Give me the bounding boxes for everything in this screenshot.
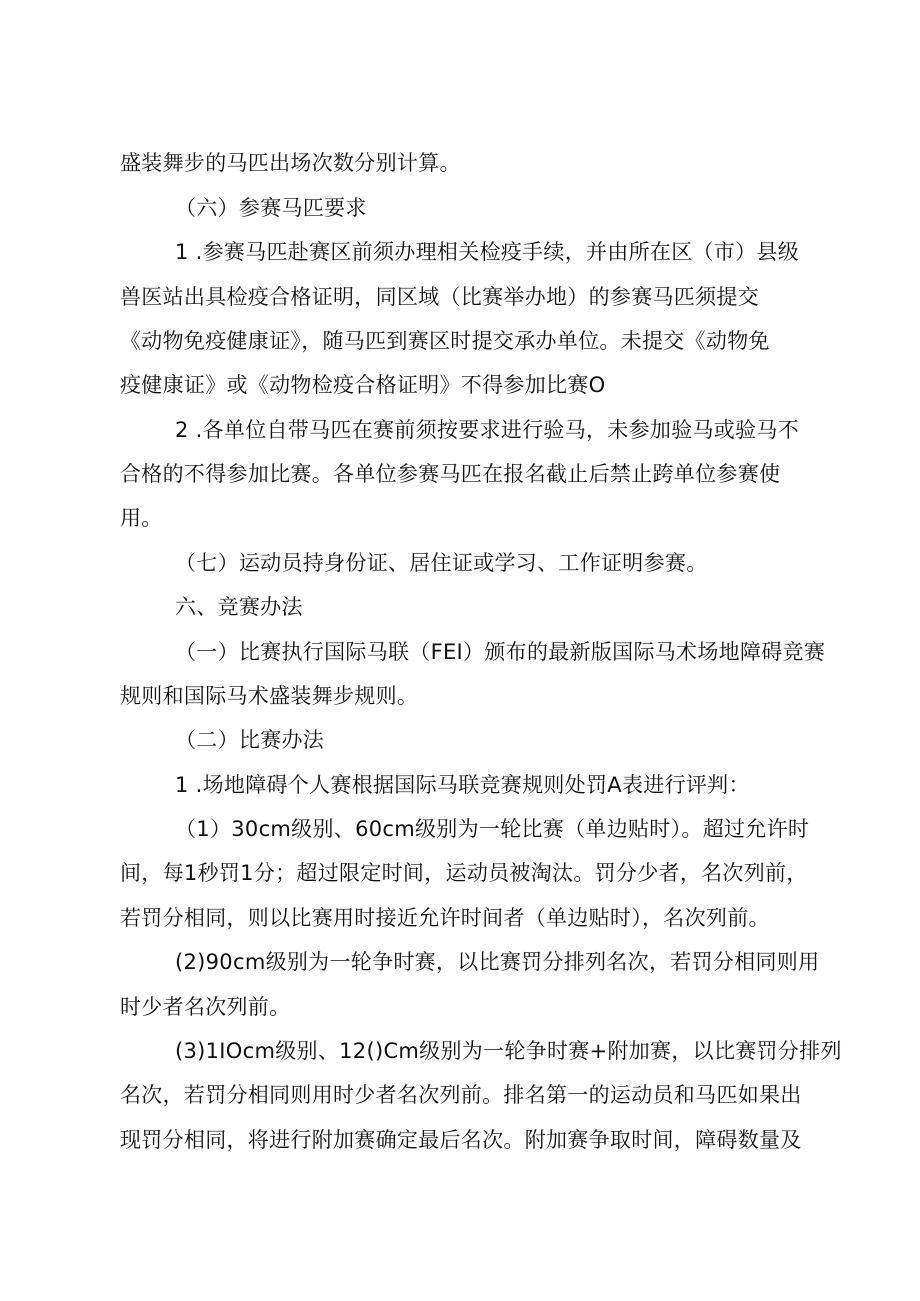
section-heading: （七）运动员持身份证、居住证或学习、工作证明参赛。	[175, 551, 708, 575]
section-heading: 六、竞赛办法	[175, 595, 303, 619]
text-line: 合格的不得参加比赛。各单位参赛马匹在报名截止后禁止跨单位参赛使	[120, 462, 781, 486]
text-line: 名次，若罚分相同则用时少者名次列前。排名第一的运动员和马匹如果出	[120, 1083, 802, 1107]
text-line: 2 .各单位自带马匹在赛前须按要求进行验马，未参加验马或验马不	[175, 418, 800, 442]
section-heading: （二）比赛办法	[175, 728, 325, 752]
section-heading: （六）参赛马匹要求	[175, 196, 367, 220]
text-line: 用。	[120, 506, 163, 530]
text-line: (3)1IOcm级别、12()Cm级别为一轮争时赛+附加赛，以比赛罚分排列	[175, 1039, 842, 1063]
text-line: （1）30cm级别、60cm级别为一轮比赛（单边贴时）。超过允许时	[175, 817, 810, 841]
text-line: 《动物免疫健康证》，随马匹到赛区时提交承办单位。未提交《动物免	[120, 329, 770, 353]
text-line: 现罚分相同，将进行附加赛确定最后名次。附加赛争取时间，障碍数量及	[120, 1128, 802, 1152]
text-line: 兽医站出具检疫合格证明，同区域（比赛举办地）的参赛马匹须提交	[120, 285, 759, 309]
text-line: (2)90cm级别为一轮争时赛，以比赛罚分排列名次，若罚分相同则用	[175, 950, 820, 974]
text-line: 规则和国际马术盛装舞步规则。	[120, 684, 419, 708]
text-line: 间，每1秒罚1分；超过限定时间，运动员被淘汰。罚分少者，名次列前，	[120, 861, 808, 885]
text-line: 疫健康证》或《动物检疫合格证明》不得参加比赛O	[120, 373, 606, 397]
text-line: 时少者名次列前。	[120, 995, 291, 1019]
text-line: 盛装舞步的马匹出场次数分别计算。	[120, 151, 461, 175]
text-line: 1 .参赛马匹赴赛区前须办理相关检疫手续，并由所在区（市）县级	[175, 240, 800, 264]
text-line: 若罚分相同，则以比赛用时接近允许时间者（单边贴时），名次列前。	[120, 906, 770, 930]
text-line: 1 .场地障碍个人赛根据国际马联竞赛规则处罚A表进行评判：	[175, 773, 750, 797]
text-line: （一）比赛执行国际马联（FEI）颁布的最新版国际马术场地障碍竞赛	[175, 640, 826, 664]
